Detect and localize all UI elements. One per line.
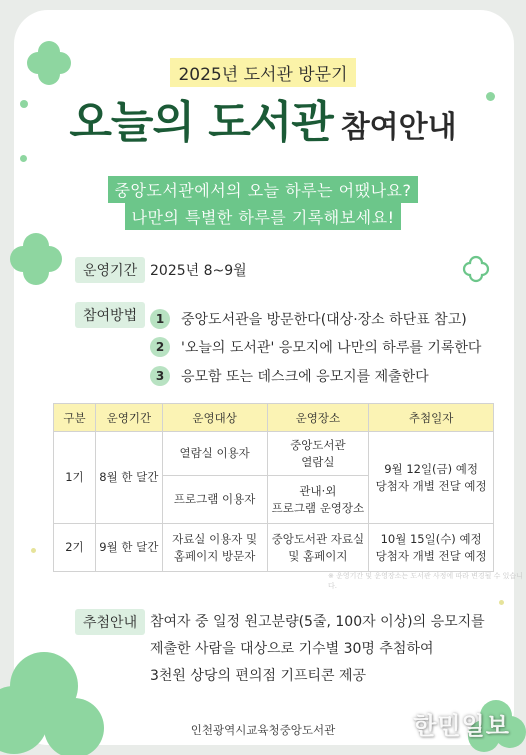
schedule-table — [53, 403, 494, 572]
method-step — [150, 337, 481, 357]
page-title — [0, 86, 526, 150]
table-row — [54, 524, 494, 572]
step-number: 2 — [150, 337, 170, 357]
header-period: 운영기간 — [95, 404, 162, 432]
watermark-logo: 한민일보 — [413, 712, 510, 740]
table-row — [54, 432, 494, 476]
step-number: 1 — [150, 309, 170, 329]
tagline-line2: 나만의 특별한 하루를 기록해보세요! — [125, 203, 400, 230]
step-text: 응모함 또는 데스크에 응모지를 제출한다 — [181, 369, 429, 385]
raffle-text — [150, 609, 485, 690]
title-sub: 참여안내 — [340, 110, 457, 145]
clover-icon-bottom-left — [0, 648, 114, 755]
decor-dot — [20, 155, 27, 162]
cell-draw-date: 10월 15일(수) 예정 당첨자 개별 전달 예정 — [369, 524, 494, 572]
decor-dot — [499, 600, 504, 605]
method-label: 참여방법 — [75, 302, 145, 328]
clover-outline-icon — [458, 251, 494, 287]
raffle-label: 추첨안내 — [75, 609, 145, 635]
decor-dot — [31, 548, 36, 553]
footer-organization: 인천광역시교육청중앙도서관 — [190, 723, 336, 737]
method-step — [150, 366, 429, 386]
cell-period: 9월 한 달간 — [95, 524, 162, 572]
cell-target: 열람실 이용자 — [162, 432, 267, 476]
cell-target: 프로그램 이용자 — [162, 476, 267, 524]
cell-place: 중앙도서관 열람실 — [267, 432, 369, 476]
method-step — [150, 309, 467, 329]
raffle-line: 3천원 상당의 편의점 기프티콘 제공 — [150, 668, 367, 684]
raffle-line: 제출한 사람을 대상으로 기수별 30명 추첨하여 — [150, 641, 434, 657]
step-number: 3 — [150, 366, 170, 386]
cell-term: 1기 — [54, 432, 96, 524]
event-subtitle: 2025년 도서관 방문기 — [170, 58, 355, 87]
header-place: 운영장소 — [267, 404, 369, 432]
table-header-row — [54, 404, 494, 432]
tagline-line1: 중앙도서관에서의 오늘 하루는 어땠나요? — [108, 176, 417, 203]
cell-period: 8월 한 달간 — [95, 432, 162, 524]
header-draw-date: 추첨일자 — [369, 404, 494, 432]
raffle-line: 참여자 중 일정 원고분량(5줄, 100자 이상)의 응모지를 — [150, 614, 485, 630]
table-note: ※ 운영기간 및 운영장소는 도서관 사정에 따라 변경될 수 있습니다. — [328, 572, 523, 590]
step-text: '오늘의 도서관' 응모지에 나만의 하루를 기록한다 — [181, 340, 482, 356]
cell-place: 관내·외 프로그램 운영장소 — [267, 476, 369, 524]
cell-target: 자료실 이용자 및 홈페이지 방문자 — [162, 524, 267, 572]
cell-place: 중앙도서관 자료실 및 홈페이지 — [267, 524, 369, 572]
title-main: 오늘의 도서관 — [69, 97, 333, 148]
header-term: 구분 — [54, 404, 96, 432]
period-value: 2025년 8~9월 — [150, 263, 247, 279]
clover-icon-left — [9, 232, 63, 286]
cell-draw-date: 9월 12일(금) 예정 당첨자 개별 전달 예정 — [369, 432, 494, 524]
step-text: 중앙도서관을 방문한다(대상·장소 하단표 참고) — [181, 312, 467, 328]
period-label: 운영기간 — [75, 257, 145, 283]
header-target: 운영대상 — [162, 404, 267, 432]
cell-term: 2기 — [54, 524, 96, 572]
